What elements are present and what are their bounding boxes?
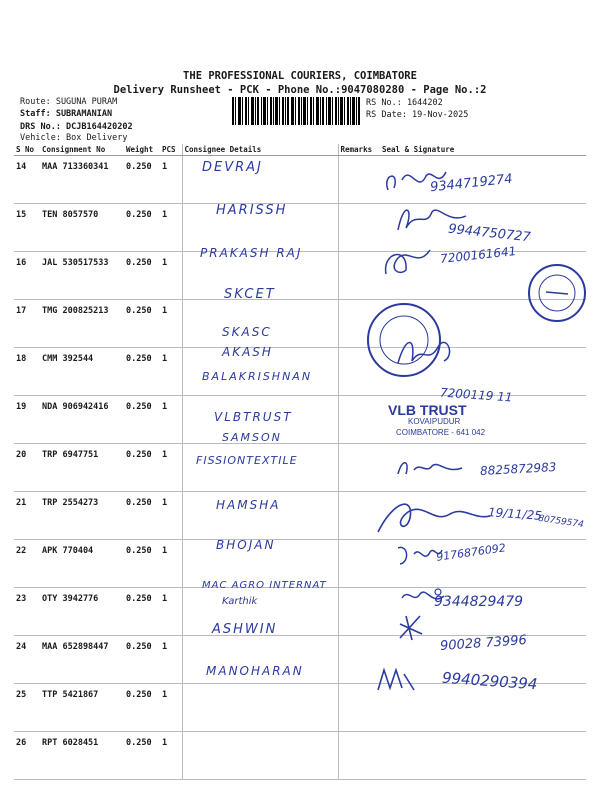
cell-remarks [338, 540, 380, 588]
signature-scribble [392, 198, 472, 238]
header-consignment: Consignment No [40, 144, 124, 156]
signature-scribble [380, 160, 450, 200]
cell-weight: 0.250 [124, 732, 160, 780]
cell-signature [380, 732, 586, 780]
handwritten-name: MANOHARAN [206, 664, 304, 678]
handwritten-name: BHOJAN [216, 538, 276, 552]
cell-consignment: TEN 8057570 [40, 204, 124, 252]
vlb-trust-stamp-name: VLB TRUST [388, 402, 467, 418]
handwritten-name: HAMSHA [216, 498, 281, 512]
vehicle-label: Vehicle: Box Delivery [20, 133, 128, 143]
cell-pcs: 1 [160, 732, 182, 780]
cell-remarks [338, 252, 380, 300]
cell-pcs: 1 [160, 252, 182, 300]
cell-pcs: 1 [160, 396, 182, 444]
header-pcs: PCS [160, 144, 182, 156]
handwritten-phone: 9344829479 [434, 594, 524, 610]
table-row [14, 732, 586, 780]
signature-scribble [394, 540, 444, 570]
handwritten-phone: 90028 73996 [439, 632, 528, 655]
handwritten-name: SAMSON [222, 431, 282, 444]
cell-sno: 26 [14, 732, 40, 780]
handwritten-name: BALAKRISHNAN [202, 370, 313, 383]
handwritten-phone: 7200119 11 [439, 385, 513, 405]
cell-consignment: TMG 200825213 [40, 300, 124, 348]
cell-pcs: 1 [160, 300, 182, 348]
round-seal-stamp [526, 262, 588, 324]
cell-consignment: TTP 5421867 [40, 684, 124, 732]
signature-scribble [398, 584, 448, 610]
cell-consignment: JAL 530517533 [40, 252, 124, 300]
handwritten-name: AKASH [222, 345, 273, 359]
handwritten-phone: 9176876092 [435, 541, 507, 564]
cell-consignee [182, 300, 338, 348]
handwritten-name: FISSIONTEXTILE [196, 454, 298, 467]
header-sno: S No [14, 144, 40, 156]
cell-pcs: 1 [160, 156, 182, 204]
cell-consignment: MAA 713360341 [40, 156, 124, 204]
cell-remarks [338, 588, 380, 636]
cell-consignee [182, 684, 338, 732]
header-consignee: Consignee Details [182, 144, 338, 156]
handwritten-name: PRAKASH RAJ [200, 246, 303, 260]
table-header-row [14, 144, 586, 156]
table-row [14, 300, 586, 348]
vlb-trust-stamp-line: KOVAIPUDUR [408, 417, 461, 426]
company-title: THE PROFESSIONAL COURIERS, COIMBATORE [183, 70, 417, 82]
handwritten-name: MAC AGRO INTERNAT [202, 580, 327, 591]
handwritten-name: HARISSH [216, 203, 288, 218]
header-weight: Weight [124, 144, 160, 156]
cell-weight: 0.250 [124, 684, 160, 732]
round-seal-stamp [364, 300, 444, 380]
cell-consignment: MAA 652898447 [40, 636, 124, 684]
cell-pcs: 1 [160, 684, 182, 732]
signature-scribble [374, 494, 494, 538]
drs-number: DRS No.: DCJB164420202 [20, 122, 133, 132]
cell-consignee [182, 732, 338, 780]
cell-consignment: CMM 392544 [40, 348, 124, 396]
cell-remarks [338, 204, 380, 252]
cell-sno: 19 [14, 396, 40, 444]
signature-scribble [378, 240, 438, 280]
cell-pcs: 1 [160, 444, 182, 492]
cell-weight: 0.250 [124, 204, 160, 252]
cell-consignment: TRP 2554273 [40, 492, 124, 540]
cell-sno: 22 [14, 540, 40, 588]
cell-sno: 20 [14, 444, 40, 492]
cell-sno: 25 [14, 684, 40, 732]
cell-sno: 17 [14, 300, 40, 348]
runsheet-subtitle: Delivery Runsheet - PCK - Phone No.:9047080280 - Page No.:2 [113, 84, 487, 96]
handwritten-phone: 80759574 [537, 513, 585, 531]
cell-pcs: 1 [160, 348, 182, 396]
cell-pcs: 1 [160, 588, 182, 636]
handwritten-name: DEVRAJ [202, 160, 263, 175]
cell-weight: 0.250 [124, 444, 160, 492]
cell-weight: 0.250 [124, 540, 160, 588]
cell-sno: 24 [14, 636, 40, 684]
cell-weight: 0.250 [124, 396, 160, 444]
cell-weight: 0.250 [124, 492, 160, 540]
barcode-image [232, 97, 360, 125]
vlb-trust-stamp-line: COIMBATORE - 641 042 [396, 428, 486, 437]
cell-consignment: OTY 3942776 [40, 588, 124, 636]
cell-pcs: 1 [160, 204, 182, 252]
cell-sno: 23 [14, 588, 40, 636]
handwritten-name: Karthik [222, 596, 258, 607]
handwritten-phone: 7200161641 [439, 244, 517, 266]
cell-weight: 0.250 [124, 348, 160, 396]
signature-scribble [392, 452, 472, 482]
staff-label: Staff: SUBRAMANIAN [20, 109, 113, 119]
cell-consignment: APK 770404 [40, 540, 124, 588]
handwritten-phone: 19/11/25 [487, 505, 543, 523]
cell-pcs: 1 [160, 636, 182, 684]
handwritten-name: VLBTRUST [214, 410, 293, 424]
cell-sno: 18 [14, 348, 40, 396]
cell-remarks [338, 444, 380, 492]
header-seal-signature: Seal & Signature [380, 144, 586, 156]
rs-number: RS No.: 1644202 [366, 98, 443, 108]
cell-remarks [338, 396, 380, 444]
handwritten-phone: 9940290394 [441, 668, 538, 694]
cell-pcs: 1 [160, 492, 182, 540]
handwritten-phone: 8825872983 [479, 460, 557, 478]
handwritten-name: ASHWIN [212, 622, 278, 637]
cell-weight: 0.250 [124, 636, 160, 684]
handwritten-phone: 9944750727 [447, 221, 532, 246]
cell-weight: 0.250 [124, 156, 160, 204]
cell-consignee [182, 444, 338, 492]
cell-pcs: 1 [160, 540, 182, 588]
handwritten-name: SKCET [224, 287, 276, 302]
cell-weight: 0.250 [124, 588, 160, 636]
cell-remarks [338, 156, 380, 204]
cell-sno: 14 [14, 156, 40, 204]
signature-scribble [374, 664, 418, 694]
rs-date: RS Date: 19-Nov-2025 [366, 110, 469, 120]
cell-sno: 16 [14, 252, 40, 300]
header-remarks: Remarks [338, 144, 380, 156]
cell-consignment: NDA 906942416 [40, 396, 124, 444]
cell-weight: 0.250 [124, 252, 160, 300]
route-label: Route: SUGUNA PURAM [20, 97, 118, 107]
cell-remarks [338, 732, 380, 780]
handwritten-phone: 9344719274 [429, 171, 514, 196]
cell-consignment: TRP 6947751 [40, 444, 124, 492]
handwritten-name: SKASC [222, 325, 272, 339]
cell-sno: 21 [14, 492, 40, 540]
cell-consignment: RPT 6028451 [40, 732, 124, 780]
cell-sno: 15 [14, 204, 40, 252]
signature-scribble [396, 612, 426, 642]
cell-weight: 0.250 [124, 300, 160, 348]
